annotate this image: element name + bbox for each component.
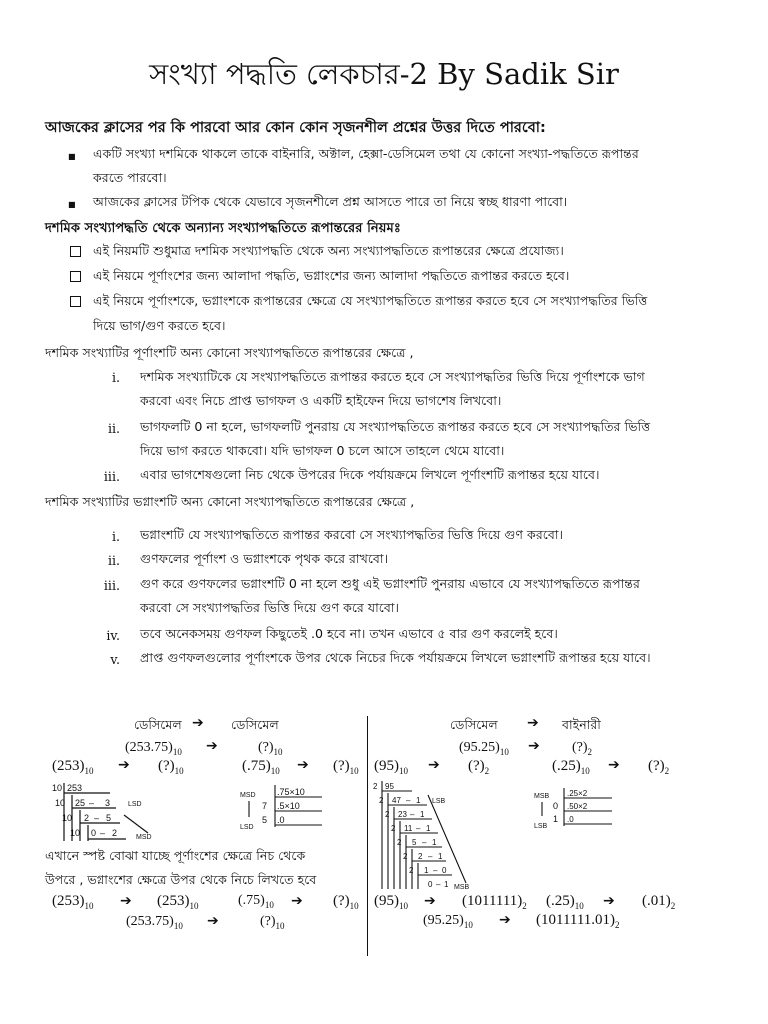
step-number: v.	[110, 652, 120, 667]
left-to-label: ডেসিমেল	[231, 717, 279, 732]
rule-3-line-2: দিয়ে ভাগ/গুণ করতে হবে।	[93, 318, 226, 333]
arrow-icon: ➔	[120, 893, 132, 909]
right-int-unknown: $(?)_2$	[468, 758, 490, 776]
lsd-label: LSD	[128, 801, 142, 808]
division-quotient: 0	[91, 828, 97, 838]
fraction-step-5: প্রাপ্ত গুণফলগুলোর পূর্ণাংশকে উপর থেকে নিচের দিকে পর্যায়ক্রমে লিখলে ভগ্নাংশটি রূপান্তর হয়ে যাবে।	[140, 650, 651, 665]
step-number: iii.	[103, 578, 120, 593]
mult-expression: .25×2	[567, 789, 588, 798]
mult-expression: .50×2	[567, 802, 588, 811]
mult-digit: 0	[553, 801, 559, 811]
arrow-icon: ➔	[424, 893, 436, 909]
left-result-int-in: $(253)_{10}$	[52, 893, 94, 911]
right-division-diagram	[372, 779, 482, 891]
integer-step-2-line-2: দিয়ে ভাগ করতে থাকবো। যদি ভাগফল 0 চলে আসে তাহলে থেমে যাবো।	[140, 443, 505, 458]
division-divisor: 2	[397, 838, 402, 847]
intro-bullet-2: আজকের ক্লাসের টপিক থেকে যেভাবে সৃজনশীলে প্রশ্ন আসতে পারে তা নিয়ে স্বচ্ছ ধারণা পাবো।	[93, 194, 568, 209]
checkbox-icon	[70, 246, 81, 257]
msd-label: MSD	[136, 834, 152, 841]
intro-heading: আজকের ক্লাসের পর কি পারবো আর কোন কোন সৃজনশীল প্রশ্নের উত্তর দিতে পারবো:	[45, 120, 546, 136]
svg-text:–: –	[100, 828, 106, 838]
division-remainder: 2	[112, 828, 118, 838]
left-int-unknown: $(?)_{10}$	[158, 758, 184, 776]
right-from-label: ডেসিমেল	[450, 717, 498, 732]
division-dividend: 253	[67, 783, 83, 793]
right-result-frac: $(.01)_2$	[642, 893, 676, 911]
division-quotient: 2	[418, 852, 423, 861]
fraction-step-1: ভগ্নাংশটি যে সংখ্যাপদ্ধতিতে রূপান্তর করবো সে সংখ্যাপদ্ধতির ভিত্তি দিয়ে গুণ করবো।	[140, 527, 563, 542]
right-result-whole-in: $(95.25)_{10}$	[423, 913, 473, 930]
svg-text:–: –	[94, 813, 100, 823]
svg-text:–: –	[428, 852, 433, 861]
checkbox-icon	[70, 271, 81, 282]
left-result-frac-unknown: $(?)_{10}$	[333, 893, 359, 911]
step-number: iii.	[103, 469, 120, 484]
svg-text:–: –	[422, 838, 427, 847]
svg-text:–: –	[406, 796, 411, 805]
arrow-icon: ➔	[206, 738, 218, 754]
right-frac-in: $(.25)_{10}$	[552, 758, 590, 776]
division-quotient: 25	[75, 798, 86, 808]
rule-3-line-1: এই নিয়মে পূর্ণাংশকে, ভগ্নাংশকে রূপান্তরের ক্ষেত্রে যে সংখ্যাপদ্ধতিতে রূপান্তর করতে হবে সে সংখ্যাপদ্ধতির ভিত্তি	[93, 293, 648, 308]
fraction-step-4: তবে অনেকসময় গুণফল কিছুতেই .0 হবে না। তখন এভাবে ৫ বার গুণ করলেই হবে।	[140, 626, 558, 641]
msb-label: MSB	[454, 884, 470, 891]
right-unknown-whole: $(?)_2$	[572, 740, 593, 757]
arrow-icon: ➔	[608, 757, 620, 773]
division-divisor: 2	[379, 796, 384, 805]
division-divisor: 10	[70, 828, 81, 838]
arrow-icon: ➔	[291, 893, 303, 909]
right-number-whole: $(95.25)_{10}$	[459, 740, 509, 757]
step-number: ii.	[107, 421, 120, 436]
left-result-whole-unknown: $(?)_{10}$	[260, 914, 285, 931]
left-from-label: ডেসিমেল	[134, 717, 182, 732]
division-remainder: 0	[442, 866, 447, 875]
svg-text:–: –	[436, 880, 441, 889]
integer-step-2-line-1: ভাগফলটি 0 না হলে, ভাগফলটি পুনরায় যে সংখ্যাপদ্ধতিতে রূপান্তর করতে হবে সে সংখ্যাপদ্ধতির ভিত্তি	[140, 419, 651, 434]
arrow-icon: ➔	[603, 893, 615, 909]
right-frac-unknown: $(?)_2$	[648, 758, 670, 776]
division-quotient: 2	[84, 813, 90, 823]
division-remainder: 1	[420, 810, 425, 819]
division-divisor: 2	[373, 782, 378, 791]
msd-label: MSD	[240, 792, 256, 799]
right-multiplication-diagram	[534, 786, 624, 832]
fraction-heading: দশমিক সংখ্যাটির ভগ্নাংশটি অন্য কোনো সংখ্যাপদ্ধতিতে রূপান্তরের ক্ষেত্রে ,	[45, 494, 415, 509]
division-quotient: 11	[404, 824, 413, 833]
division-quotient: 5	[412, 838, 417, 847]
integer-step-1-line-2: করবো এবং নিচে প্রাপ্ত ভাগফল ও একটি হাইফেন দিয়ে ভাগশেষ লিখবো।	[140, 393, 502, 408]
right-to-label: বাইনারী	[562, 717, 601, 732]
svg-text:–: –	[89, 798, 95, 808]
intro-bullet-1-line-1: একটি সংখ্যা দশমিকে থাকলে তাকে বাইনারি, অক্টাল, হেক্সা-ডেসিমেল তথা যে কোনো সংখ্যা-পদ্ধতিতে রূপান্তর	[93, 146, 639, 161]
left-division-diagram	[50, 781, 170, 843]
step-number: i.	[111, 529, 120, 544]
left-result-frac-in: $(.75)_{10}$	[238, 893, 274, 910]
fraction-step-3-line-1: গুণ করে গুণফলের ভগ্নাংশটি 0 না হলে শুধু এই ভগ্নাংশটি পুনরায় এভাবে যে সংখ্যাপদ্ধতিতে রূপান্তর	[140, 576, 640, 591]
mult-expression: .5×10	[277, 801, 300, 811]
page-title: সংখ্যা পদ্ধতি লেকচার-2 By Sadik Sir	[149, 57, 619, 91]
arrow-icon: ➔	[297, 757, 309, 773]
bullet-marker: ■	[68, 152, 76, 161]
division-divisor: 10	[52, 783, 63, 793]
left-frac-unknown: $(?)_{10}$	[333, 758, 359, 776]
fraction-step-2: গুণফলের পূর্ণাংশ ও ভগ্নাংশকে পৃথক করে রাখবো।	[140, 551, 389, 566]
rules-heading: দশমিক সংখ্যাপদ্ধতি থেকে অন্যান্য সংখ্যাপদ্ধতিতে রূপান্তরের নিয়মঃ	[45, 221, 401, 236]
arrow-icon: ➔	[192, 715, 204, 731]
fraction-step-3-line-2: করবো সে সংখ্যাপদ্ধতির ভিত্তি দিয়ে গুণ করে যাবো।	[140, 600, 399, 615]
left-result-whole-in: $(253.75)_{10}$	[126, 914, 183, 931]
arrow-icon: ➔	[527, 715, 539, 731]
arrow-icon: ➔	[428, 757, 440, 773]
division-quotient: 0	[428, 880, 433, 889]
division-divisor: 10	[62, 813, 73, 823]
lsd-label: LSD	[240, 824, 254, 831]
integer-step-1-line-1: দশমিক সংখ্যাটিকে যে সংখ্যাপদ্ধতিতে রূপান্তর করতে হবে সে সংখ্যাপদ্ধতির ভিত্তি দিয়ে পূর্ণাংশকে ভাগ	[140, 369, 645, 384]
mult-expression: .0	[277, 815, 285, 825]
mult-expression: .75×10	[277, 787, 305, 797]
arrow-icon: ➔	[207, 913, 219, 929]
division-remainder: 5	[106, 813, 112, 823]
rule-2: এই নিয়মে পূর্ণাংশের জন্য আলাদা পদ্ধতি, ভগ্নাংশের জন্য আলাদা পদ্ধতিতে রূপান্তর করতে হবে।	[93, 268, 570, 283]
svg-text:–: –	[416, 824, 421, 833]
left-multiplication-diagram	[240, 783, 340, 833]
lsb-label: LSB	[534, 823, 548, 830]
left-result-int-out: $(253)_{10}$	[157, 893, 199, 911]
division-remainder: 1	[416, 796, 421, 805]
integer-heading: দশমিক সংখ্যাটির পূর্ণাংশটি অন্য কোনো সংখ্যাপদ্ধতিতে রূপান্তরের ক্ষেত্রে ,	[45, 345, 414, 360]
left-frac-in: $(.75)_{10}$	[242, 758, 280, 776]
division-remainder: 1	[426, 824, 431, 833]
step-number: iv.	[106, 628, 120, 643]
division-divisor: 2	[409, 866, 414, 875]
intro-bullet-1-line-2: করতে পারবো।	[93, 170, 167, 185]
mult-digit: 1	[553, 814, 559, 824]
rule-1: এই নিয়মটি শুধুমাত্র দশমিক সংখ্যাপদ্ধতি থেকে অন্য সংখ্যাপদ্ধতিতে রূপান্তরের ক্ষেত্রে প্রযোজ্য।	[93, 243, 564, 258]
arrow-icon: ➔	[528, 738, 540, 754]
lsb-label: LSB	[432, 798, 446, 805]
division-remainder: 3	[105, 798, 111, 808]
step-number: ii.	[107, 553, 120, 568]
arrow-icon: ➔	[118, 757, 130, 773]
svg-text:–: –	[433, 866, 438, 875]
division-quotient: 1	[424, 866, 429, 875]
left-unknown-whole: $(?)_{10}$	[258, 740, 283, 757]
right-result-whole: $(1011111.01)_2$	[536, 912, 620, 930]
division-divisor: 2	[385, 810, 390, 819]
mult-expression: .0	[567, 815, 574, 824]
right-result-int: $(1011111)_2$	[462, 893, 527, 911]
right-result-frac-in: $(.25)_{10}$	[546, 893, 584, 911]
checkbox-icon	[70, 296, 81, 307]
division-quotient: 23	[398, 810, 407, 819]
division-remainder: 1	[438, 852, 443, 861]
division-divisor: 2	[403, 852, 408, 861]
division-remainder: 1	[432, 838, 437, 847]
bullet-marker: ■	[68, 200, 76, 209]
integer-step-3: এবার ভাগশেষগুলো নিচ থেকে উপরের দিকে পর্যায়ক্রমে লিখলে পূর্ণাংশটি রূপান্তর হয়ে যাবে।	[140, 467, 600, 482]
division-divisor: 2	[391, 824, 396, 833]
division-dividend: 95	[385, 782, 394, 791]
arrow-icon: ➔	[499, 912, 511, 928]
step-number: i.	[111, 370, 120, 385]
division-quotient: 47	[392, 796, 401, 805]
division-divisor: 10	[55, 798, 66, 808]
mult-digit: 5	[262, 815, 268, 825]
division-remainder: 1	[444, 880, 449, 889]
left-note-line-1: এখানে স্পষ্ট বোঝা যাচ্ছে পূর্ণাংশের ক্ষেত্রে নিচ থেকে	[45, 848, 306, 863]
svg-text:–: –	[410, 810, 415, 819]
mult-digit: 7	[262, 801, 268, 811]
left-note-line-2: উপরে , ভগ্নাংশের ক্ষেত্রে উপর থেকে নিচে লিখতে হবে	[45, 872, 317, 887]
left-number-whole: $(253.75)_{10}$	[125, 740, 182, 757]
example-divider	[367, 716, 368, 956]
right-result-int-in: $(95)_{10}$	[374, 893, 408, 911]
left-int-in: $(253)_{10}$	[52, 758, 94, 776]
right-int-in: $(95)_{10}$	[374, 758, 408, 776]
msb-label: MSB	[534, 793, 550, 800]
